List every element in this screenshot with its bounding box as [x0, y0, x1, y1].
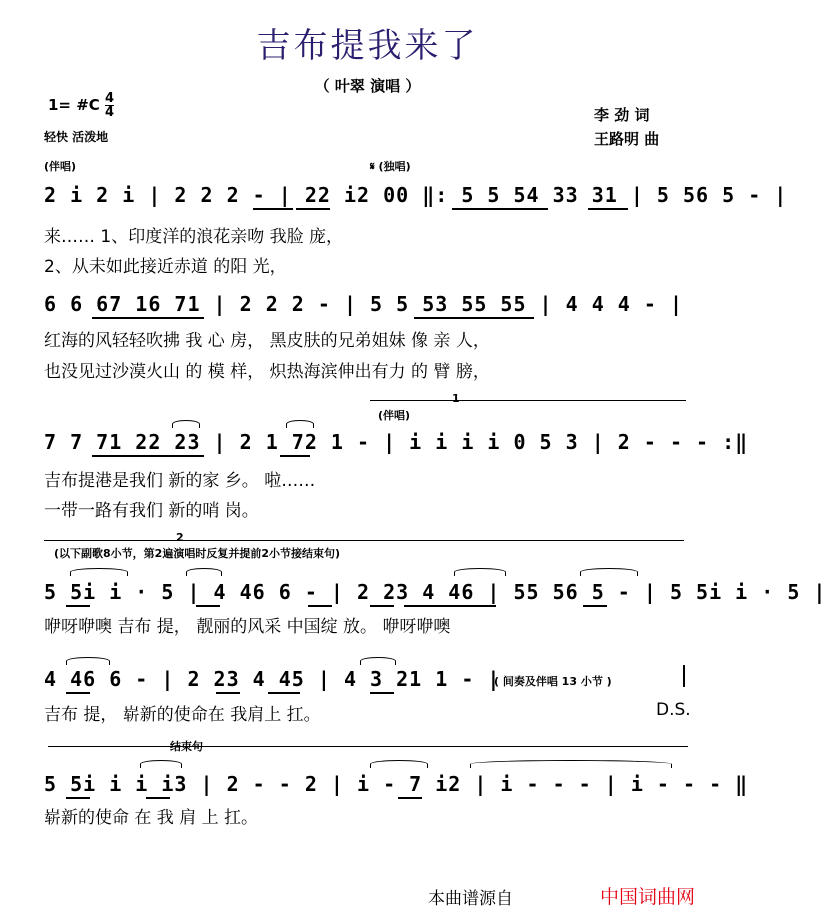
- beam: [414, 317, 534, 319]
- beam: [216, 692, 240, 694]
- beam: [66, 605, 90, 607]
- slur: [454, 568, 506, 576]
- beam: [253, 208, 293, 210]
- interlude-note: ( 间奏及伴唱 13 小节 ): [494, 675, 612, 688]
- mark-banchang: (伴唱): [44, 160, 77, 173]
- beam: [583, 605, 607, 607]
- volta-bracket-2: [44, 540, 684, 541]
- lyric-line-1a: 来…… 1、印度洋的浪花亲吻 我脸 庞，: [44, 227, 344, 247]
- mark-banchang-2: (伴唱): [378, 409, 411, 422]
- notation-line-4: 5 5i i · 5 | 4 46 6 - | 2 23 4 46 | 55 56 5 - | 5 5i i · 5 |: [44, 580, 826, 604]
- lyric-line-3a: 吉布提港是我们 新的家 乡。 啦……: [44, 471, 316, 491]
- beam: [66, 797, 90, 799]
- notation-line-2: 6 6 67 16 71 | 2 2 2 - | 5 5 53 55 55 | 4 4 4 - |: [44, 292, 684, 316]
- dal-segno: D.S.: [656, 700, 691, 720]
- beam: [296, 208, 330, 210]
- beam: [268, 692, 300, 694]
- beam: [92, 455, 204, 457]
- lyric-line-2b: 也没见过沙漠火山 的 模 样， 炽热海滨伸出有力 的 臂 膀，: [44, 362, 490, 382]
- volta-2-label: 2: [176, 531, 184, 544]
- lyric-line-6: 崭新的使命 在 我 肩 上 扛。: [44, 808, 259, 828]
- slur: [172, 420, 200, 428]
- singer-credit: （ 叶翠 演唱 ）: [314, 77, 421, 95]
- notation-line-1: 2 i 2 i | 2 2 2 - | 22 i2 00 ‖: 5 5 54 33 31 | 5 56 5 - |: [44, 183, 788, 207]
- composer-credit: 王路明 曲: [594, 130, 660, 148]
- beam: [92, 317, 204, 319]
- slur: [70, 568, 128, 576]
- ending-label: 结束句: [170, 740, 203, 753]
- lyric-line-2a: 红海的风轻轻吹拂 我 心 房， 黑皮肤的兄弟姐妹 像 亲 人，: [44, 331, 490, 351]
- time-sig-denominator: 4: [105, 105, 115, 120]
- beam: [370, 692, 394, 694]
- beam: [452, 208, 548, 210]
- slur: [66, 657, 110, 665]
- tempo-marking: 轻快 活泼地: [44, 130, 109, 144]
- volta-bracket-1: [370, 400, 686, 401]
- slur: [370, 760, 428, 768]
- beam: [404, 605, 496, 607]
- refrain-instruction: (以下副歌8小节，第2遍演唱时反复并提前2小节接结束句): [54, 547, 341, 560]
- slur: [580, 568, 638, 576]
- slur: [360, 657, 396, 665]
- source-label: 本曲谱源自: [428, 889, 513, 909]
- notation-line-6: 5 5i i i i3 | 2 - - 2 | i - 7 i2 | i - - - | i - - - ‖: [44, 772, 749, 796]
- slur: [286, 420, 314, 428]
- slur: [186, 568, 222, 576]
- lyric-line-3b: 一带一路有我们 新的哨 岗。: [44, 501, 259, 521]
- ending-bracket: [48, 746, 688, 747]
- notation-line-3: 7 7 71 22 23 | 2 1 72 1 - | i i i i 0 5 3 | 2 - - - :‖: [44, 430, 749, 454]
- beam: [280, 455, 310, 457]
- lyric-line-1b: 2、从未如此接近赤道 的阳 光，: [44, 257, 287, 277]
- barline: [683, 665, 685, 687]
- time-sig-numerator: 4: [105, 91, 115, 106]
- notation-line-5: 4 46 6 - | 2 23 4 45 | 4 3 21 1 - |: [44, 667, 501, 691]
- beam: [398, 797, 422, 799]
- volta-1-label: 1: [452, 392, 460, 405]
- lyric-line-5: 吉布 提， 崭新的使命在 我肩上 扛。: [44, 705, 321, 725]
- lyricist-credit: 李 劲 词: [594, 106, 650, 124]
- beam: [196, 605, 220, 607]
- slur: [140, 760, 182, 768]
- lyric-line-4: 咿呀咿噢 吉布 提， 靓丽的风采 中国绽 放。 咿呀咿噢: [44, 617, 451, 637]
- beam: [370, 605, 394, 607]
- slur: [470, 760, 672, 768]
- beam: [66, 692, 90, 694]
- key-signature: [48, 92, 114, 119]
- beam: [308, 605, 332, 607]
- beam: [588, 208, 628, 210]
- key-label: 1= #C: [48, 96, 100, 114]
- mark-duchang: 𝄋 (独唱): [370, 160, 411, 173]
- beam: [146, 797, 170, 799]
- time-signature: [105, 92, 114, 119]
- song-title: 吉布提我来了: [256, 26, 479, 66]
- site-brand[interactable]: 中国词曲网: [600, 886, 696, 908]
